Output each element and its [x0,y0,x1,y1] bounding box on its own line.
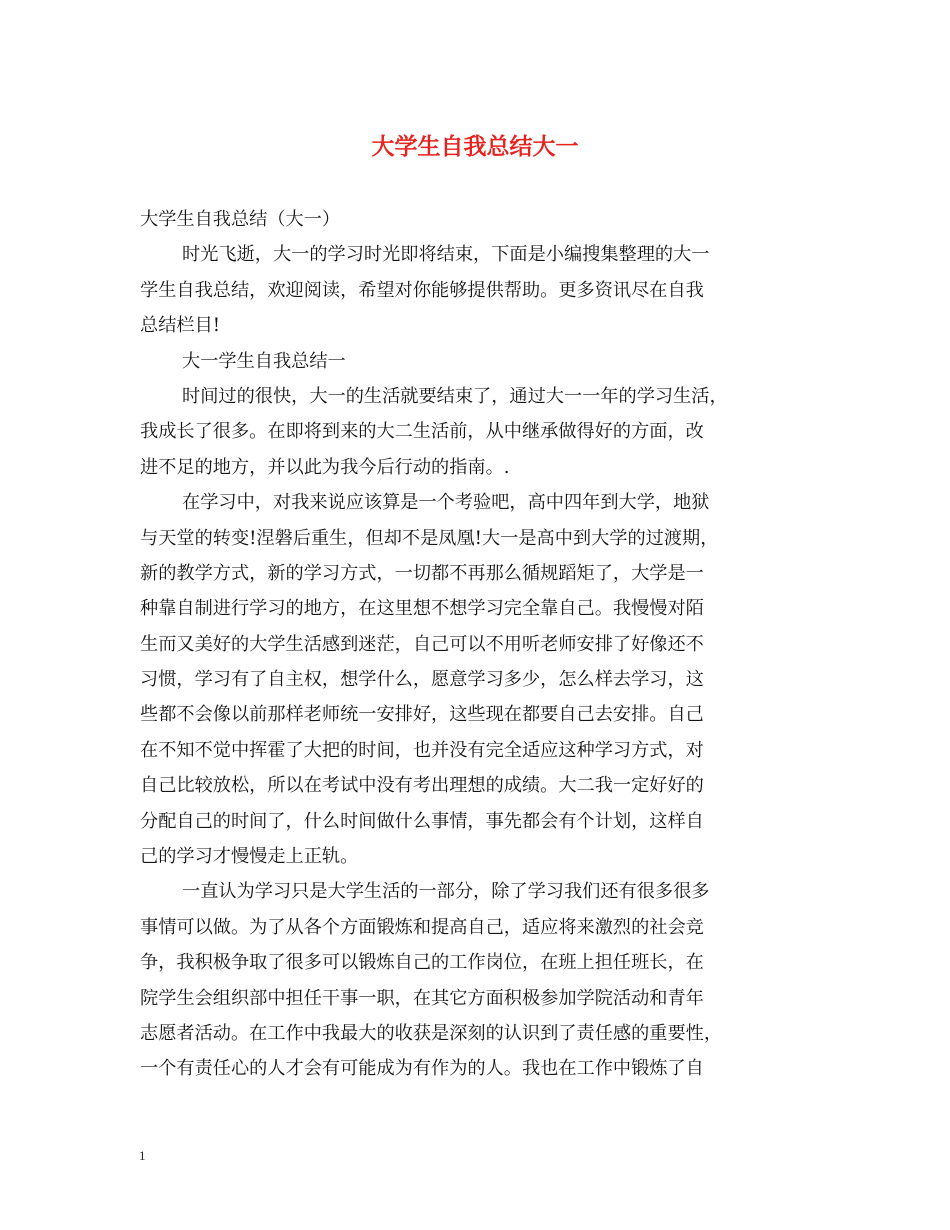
text-line: 院学生会组织部中担任干事一职，在其它方面积极参加学院活动和青年 [140,987,704,1009]
text-line: 在不知不觉中挥霍了大把的时间，也并没有完全适应这种学习方式，对 [140,739,704,761]
text-line: 与天堂的转变!涅磐后重生，但却不是凤凰!大一是高中到大学的过渡期， [140,527,719,549]
text-line: 志愿者活动。在工作中我最大的收获是深刻的认识到了责任感的重要性， [140,1022,723,1044]
text-line: 分配自己的时间了，什么时间做什么事情，事先都会有个计划，这样自 [140,810,704,832]
document-title: 大学生自我总结大一 [371,133,579,160]
text-line: 一个有责任心的人才会有可能成为有作为的人。我也在工作中锻炼了自 [140,1058,704,1080]
text-line: 大一学生自我总结一 [182,350,346,372]
text-line: 自己比较放松，所以在考试中没有考出理想的成绩。大二我一定好好的 [140,775,704,797]
text-line: 时光飞逝，大一的学习时光即将结束，下面是小编搜集整理的大一 [182,244,710,266]
text-line: 一直认为学习只是大学生活的一部分，除了学习我们还有很多很多 [182,881,710,903]
text-line: 种靠自制进行学习的地方，在这里想不想学习完全靠自己。我慢慢对陌 [140,598,704,620]
text-line: 进不足的地方，并以此为我今后行动的指南。. [140,456,510,478]
page-number: 1 [139,1148,146,1163]
text-line: 学生自我总结，欢迎阅读，希望对你能够提供帮助。更多资讯尽在自我 [140,279,704,301]
text-line: 己的学习才慢慢走上正轨。 [140,846,359,868]
text-line: 生而又美好的大学生活感到迷茫，自己可以不用听老师安排了好像还不 [140,633,704,655]
text-line: 时间过的很快，大一的生活就要结束了，通过大一一年的学习生活， [182,385,728,407]
text-line: 总结栏目! [140,315,221,337]
text-line: 事情可以做。为了从各个方面锻炼和提高自己，适应将来激烈的社会竞 [140,916,704,938]
document-body [140,202,820,1087]
text-line: 我成长了很多。在即将到来的大二生活前，从中继承做得好的方面，改 [140,421,704,443]
text-line: 在学习中，对我来说应该算是一个考验吧，高中四年到大学，地狱 [182,492,710,514]
text-line: 些都不会像以前那样老师统一安排好，这些现在都要自己去安排。自己 [140,704,704,726]
text-line: 习惯，学习有了自主权，想学什么，愿意学习多少，怎么样去学习，这 [140,669,704,691]
text-line: 大学生自我总结（大一） [140,209,341,230]
text-line: 争，我积极争取了很多可以锻炼自己的工作岗位，在班上担任班长，在 [140,952,704,974]
text-line: 新的教学方式，新的学习方式，一切都不再那么循规蹈矩了，大学是一 [140,562,704,584]
